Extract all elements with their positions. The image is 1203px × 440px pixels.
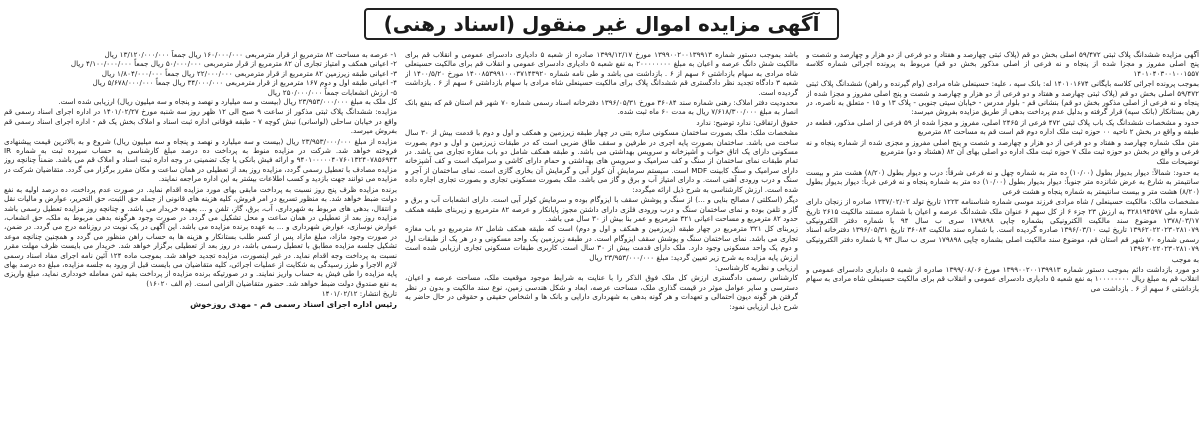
paragraph: مزایده از مبلغ ۲۳/۹۵۳/۰۰۰/۰۰۰ ریال (بیست و سه میلیارد و نهصد و پنجاه و سه میلیون ریال) شروع و به بالاترین قیمت پیشنهادی فروخته خواهد شد. شرکت در مزایده منوط به پرداخت ده درصد مبلغ کارشناسی به حساب سپرده ثبت به شماره IR ۹۴۰۱۰۰۰۰۰۴۰۷۶۰۱۳۲۴۰۷۸۵۶۹۴۳ و ارائه فیش بانکی یا چک تضمینی در وجه اداره ثبت اسناد و املاک قم می باشد. ضمناً چنانچه روز مزایده مصادف با تعطیل رسمی گردد، مزایده روز بعد از تعطیلی در همان ساعت و مکان مقرر برگزار می گردد. متقاضیان شرکت در مزایده می توانند جهت بازدید و کسب اطلاعات بیشتر به این اداره مراجعه نمایند.: [4, 136, 397, 184]
paragraph: زیربنای کل ۳۲۱ مترمربع در چهار طبقه (زیرزمین و همکف و اول و دوم) است که طبقه همکف شامل ۸۲ مترمربع دو باب مغازه تجاری می باشد. نمای ساختمان سنگ و پوشش سقف ایزوگام است. در طبقه زیرزمین یک واحد مسکونی و در هر یک از طبقات اول و دوم یک واحد مسکونی وجود دارد. ملک دارای قدمت بیش از ۳۰ سال است. کاربری طبقات مسکونی تجاری ارزیابی شده است ارزش پایه مزایده به شرح زیر تعیین گردید: مبلغ ۲۳/۹۵۳/۰۰۰/۰۰۰ ریال: [405, 224, 798, 262]
publish-date: تاریخ انتشار: ۱۴۰۱/۰۲/۱۲: [321, 289, 397, 299]
paragraph: مشخصات مالک: مالکیت حسینعلی / شاه مرادی فرزند موسی شماره شناسنامه ۱۲۲۳ تاریخ تولد ۱۳۳۷/۰۲/۰۲ صادره از زنجان دارای شماره ملی ۴۲۸۱۹۴۵۹۷ به ارزش ۲۳ جزء ۶ از کل سهم ۶ عنوان ملک ششدانگ عرصه و اعیان با شماره مستند مالکیت ۲۶۱۵ تاریخ ۱۳۷۸/۰۳/۱۷ موضوع سند مالکیت الکترونیکی بشماره چاپی ۱۷۹۸۹۸ سری ب سال ۹۴ با شماره دفتر الکترونیکی ۱۳۹۶۲۰۲۲۰۲۳۰۲۸۱۰۷۹ تاریخ ثبت ۱۳۹۶/۰۳/۱۰ صادره گردیده است. با شماره سند مالکیت ۳۶۰۸۴ تاریخ ۱۳۹۶/۰۵/۳۱ دفترخانه اسناد رسمی شماره ۷۰ شهر قم استان قم، موضوع سند مالکیت اصلی بشماره چاپی ۱۷۹۸۹۸ سری ب سال ۹۴ با شماره دفتر الکترونیکی ۱۳۹۶۲۰۲۲۰۲۳۰۲۸۱۰۷۹: [806, 197, 1199, 254]
paragraph: دو مورد بازداشت دائم بموجب دستور شماره ۱۳۹۹۰۰۲۰۰۱۳۹۹۱۳ مورخ ۱۳۹۹/۰۸/۰۶ صادره از شعبه ۵ دادیاری دادسرای عمومی و انقلاب قم به مبلغ ریال ۱۰۰۰۰۰۰۰۰ به نفع شعبه ۵ دادیاری دادسرای عمومی و انقلاب قم برای مالکیت حسینعلی شاه مرادی به سهام بازداشتی ۶ سهم از ۶ . بازداشت می: [806, 264, 1199, 293]
valuation-item: ۴- اعیانی طبقه اول و دوم ۱۶۷ مترمربع از قرار مترمربعی ۳۴/۰۰۰/۰۰۰ ریال جمعاً ۵/۶۷۸/۰۰۰/۰۰۰ ریال: [92, 78, 397, 88]
paragraph: توضیحات ملک: [1156, 157, 1199, 167]
paragraph: مزایده: ششدانگ پلاک ثبتی مذکور از ساعت ۹ صبح الی ۱۲ ظهر روز سه شنبه مورخ ۱۴۰۱/۰۲/۲۷ در اداره اجرای اسناد رسمی قم واقع در خیابان ساحلی (لواسانی) نبش کوچه ۷ - طبقه فوقانی اداره ثبت اسناد و املاک بخش یک قم - اداره اجرای اسناد رسمی قم بفروش میرسد.: [4, 107, 397, 136]
title-bar: [0, 6, 1203, 42]
paragraph: بموجب پرونده اجرائی کلاسه بایگانی ۱۴۰۱۰۱۶۷۴ له: بانک سپه ، علیه: حسینعلی شاه مرادی (وام گیرنده و راهن) ششدانگ پلاک ثبتی ۵۹/۴۷۲ اصلی بخش دو قم (پلاک ثبتی چهارصد و هفتاد و دو فرعی از دو هزار و چهارصد و شصت و پنج اصلی مفروز و مجزا شده از پنجاه و نه فرعی از اصلی مذکور بخش دو قم) بنشانی قم - بلوار مدرس - خیابان سیتی جنوبی - پلاک ۱۳ و ۱۵ - متعلق به ناصره، در رهن بستانکار (بانک سپه) قرار گرفته و بدلیل عدم پرداخت بدهی از طریق مزایده بفروش میرسد:: [806, 79, 1199, 117]
paragraph: به موجب: [1171, 254, 1199, 264]
column-right: [806, 50, 1199, 436]
valuation-item: ۱- عرصه به مساحت ۸۲ مترمربع از قرار مترمربعی ۱۶۰/۰۰۰/۰۰۰ ریال جمعاً ۱۳/۱۲۰/۰۰۰/۰۰۰ ریال: [104, 50, 397, 59]
paragraph: باشد بموجب دستور شماره ۱۳۹۹۰۰۲۰۰۱۳۹۹۱۳ مورخ ۱۳۹۹/۱۲/۱۷ صادره از شعبه ۵ دادیاری دادسرای عمومی و انقلاب قم برای مالکیت شش دانگ عرصه و اعیان به مبلغ ۲۰۰۰۰۰۰۰۰ به نفع شعبه ۵ دادیاری دادسرای عمومی و انقلاب قم برای مالکیت حسینعلی شاه مرادی به سهام بازداشتی ۶ سهم از ۶ . بازداشت می باشد و طی نامه شماره ۱۴۰۰۸۵۳۹۹۱۰۰۰۳۷۱۴۳۹۲۰ مورخ ۱۴۰۰/۵/۲۰ از شعبه ۳ دادگاه تجدید نظر دادگستری قم ششدانگ پلاک برای مالکیت حسینعلی شاه مرادی با سهام بازداشتی ۶ سهم از ۶ . بازداشت گردیده است.: [405, 50, 798, 97]
paragraph: حقوق ارتفاقی: ندارد توضیح: ندارد: [696, 117, 798, 127]
signature: رئیس اداره اجرای اسناد رسمی قم - مهدی روزخوش: [190, 299, 397, 309]
paragraph: آگهی مزایده ششدانگ پلاک ثبتی ۵۹/۴۷۲ اصلی بخش دو قم (پلاک ثبتی چهارصد و هفتاد و دو فرعی از دو هزار و چهارصد و شصت و پنج اصلی مفروز و مجزا شده از پنجاه و نه فرعی از اصلی مذکور بخش دو قم) مربوط به پرونده اجرائی شماره کلاسه ۱۴۰۱۰۴۰۳۰۰۱۰۰۱۵۵۷: [806, 50, 1199, 78]
paragraph: کارشناس رسمی دادگستری ارزش کل ملک فوق الذکر را با عنایت به شرایط موجود موقعیت ملک، مساحت عرصه و اعیان، دسترسی و سایر عوامل موثر در قیمت گذاری ملک، مساحت عرصه، ابعاد و شکل هندسی زمین، نوع سند مالکیت و بدون در نظر گرفتن هر گونه دیون احتمالی و تعهدات و هر گونه بدهی به شهرداری دارایی و بانک ها و اشخاص حقیقی و حقوقی در حال حاضر به شرح ذیل ارزیابی نمود:: [405, 273, 798, 311]
paragraph: حدود و مشخصات ششدانگ یک باب پلاک ثبتی ۴۷۲ فرعی از ۲۴۶۵ اصلی، مفروز و مجزا شده از ۵۹ فرعی از اصلی مذکور، قطعه در طبقه و واقع در بخش ۲ ناحیه ۰۰ حوزه ثبت ملک اداره دوم قم است قم به مساحت ۸۲ مترمربع: [806, 117, 1199, 137]
paragraph: ارزیابی و نظریه کارشناسی:: [714, 262, 798, 272]
paragraph: مشخصات ملک: ملک بصورت ساختمان مسکونی سازه بتنی در چهار طبقه زیرزمین و همکف و اول و دوم با قدمت بیش از ۳۰ سال ساخت می باشد. ساختمان بصورت پایه اجری در طرفین و سقف طاق ضربی است که در طبقات زیرزمین و اول و دوم بصورت مسکونی دارای یک اتاق خواب و آشپزخانه و سرویس بهداشتی می باشد. و طبقه همکف شامل دو باب مغازه تجاری می باشد. در تمام طبقات نمای ساختمان از سنگ و کف سرامیک و سرویس های بهداشتی و حمام دارای کاشی و سرامیک است و کف آشپزخانه دارای سرامیک و سنگ کابینت MDF است. سیستم سرمایش آن کولر آبی و گرمایش آن بخاری گازی است. نمای ساختمان از آجر و سنگ و درب ورودی آهنی است. و دارای امتیاز آب و برق و گاز می باشد. ملک بصورت مسکونی تجاری و بصورت تجاری اجاره داده شده است. ارزش کارشناسی به شرح ذیل ارائه میگردد:: [405, 128, 798, 194]
text-columns: [4, 50, 1199, 436]
paragraph: دیگر (اسکلتی / مصالح بنایی و ...) از سنگ و پوشش سقف با ایزوگام بوده و سرمایش کولر آبی است. دارای انشعابات آب و برق و گاز و تلفن بوده و نمای ساختمان سنگ و درب ورودی فلزی دارای داشتن مجوز پایانکار و عرصه ۸۲ مترمربع و زیربنای طبقه همکف حدود ۸۲ مترمربع و مساحت اعیانی ۳۲۱ مترمربع و عمر بنا بیش از ۳۰ سال می باشد.: [405, 195, 798, 223]
column-left: [4, 50, 397, 436]
column-middle: [405, 50, 798, 436]
paragraph: برنده مزایده ظرف پنج روز نسبت به پرداخت مابقی بهای مورد مزایده اقدام نماید. در صورت عدم پرداخت، ده درصد اولیه به نفع دولت ضبط خواهد شد. به منظور تسریع در امر فروش، کلیه هزینه های قانونی از جمله حق الثبت، حق التحریر، عوارض و مالیات نقل و انتقال، بدهی های مربوط به شهرداری، آب، برق، گاز، تلفن و ... بعهده خریدار می باشد. و چنانچه روز مزایده تعطیل رسمی باشد مزایده روز بعد از تعطیلی در همان ساعت و محل تشکیل می گردد. در صورت وجود هرگونه بدهی مربوط به ملک، حق انشعاب، عوارض نوسازی، عوارض شهرداری و ... به عهده برنده مزایده می باشد. این آگهی در یک نوبت در روزنامه درج می گردد. در ضمن، در صورت وجود مازاد، مبلغ مازاد پس از کسر طلب بستانکار و هزینه ها به حساب راهن منظور می گردد و همچنین چنانچه موعد تشکیل جلسه مزایده مطابق با تعطیل رسمی باشد، در روز بعد از تعطیلی برگزار خواهد شد. خریدار می بایست ظرف مهلت مقرر نسبت به پرداخت وجه اقدام نماید. در غیر اینصورت، مزایده تجدید خواهد شد. بموجب ماده ۱۲۴ آئین نامه اجرای مفاد اسناد رسمی لازم الاجرا و طرز رسیدگی به شکایت از عملیات اجرائی، کلیه متقاضیان می بایست قبل از ورود به جلسه مزایده، مبلغ ده درصد بهای پایه مزایده را طی فیش به حساب واریز نمایند. و در صورتیکه برنده مزایده از پرداخت بقیه ثمن معامله خودداری نماید، مبلغ واریزی به نفع صندوق دولت ضبط خواهد شد. حضور متقاضیان الزامی است. (م الف ۱۶۰۲۰): [4, 184, 397, 288]
paragraph: به حدود: شمالاً: دیوار بدیوار بطول (۱۰/۰۰) ده متر به شماره چهل و نه فرعی شرقاً: درب و دیوار بطول (۸/۲۰) هشت متر و بیست سانتیمتر به شارع به عرض شانزده متر جنوباً: دیوار بدیوار بطول (۱۰/۰۰) ده متر به شماره پنجاه و نه فرعی غرباً: دیوار بدیوار بطول (۸/۲۰) هشت متر و بیست سانتیمتر به شماره پنجاه و هشت فرعی: [806, 167, 1199, 196]
paragraph: محدودیت دفتر املاک: رهنی شماره سند ۳۶۰۸۴ مورخ ۱۳۹۶/۰۵/۳۱ دفترخانه اسناد رسمی شماره ۷۰ شهر قم استان قم که بنفع بانک انصار به مبلغ ۷/۶۱۸/۳۰۰/۰۰۰ ریال به مدت ۶۰ ماه ثبت شده.: [405, 98, 798, 117]
valuation-item: ۳- اعیانی طبقه زیرزمین ۸۲ مترمربع از قرار مترمربعی ۲۲/۰۰۰/۰۰۰ ریال جمعاً ۱/۸۰۴/۰۰۰/۰۰۰ ریال: [101, 68, 397, 78]
valuation-item: ۲- اعیانی همکف و امتیاز تجاری آن ۸۲ مترمربع از قرار مترمربعی ۵۰/۰۰۰/۰۰۰ ریال جمعاً ۴/۱۰۰/۰۰۰/۰۰۰ ریال: [70, 59, 397, 69]
ad-title: آگهی مزایده اموال غیر منقول (اسناد رهنی): [364, 8, 840, 40]
paragraph: کل ملک به مبلغ ۲۳/۹۵۳/۰۰۰/۰۰۰ ریال (بیست و سه میلیارد و نهصد و پنجاه و سه میلیون ریال) ارزیابی شده است.: [58, 97, 397, 107]
valuation-item: ۵- ارزش انشعابات جمعاً ۲۵۰/۰۰۰/۰۰۰ ریال: [267, 87, 397, 97]
paragraph: متن ملک شماره چهارصد و هفتاد و دو فرعی از دو هزار و چهارصد و شصت و پنج اصلی مفروز و مجزی شده از شماره پنجاه و نه فرعی و واقع در بخش دو حوزه ثبت ملک ۷ حوزه ثبت ملک اداره دو اصلی بهای آن ۸۲ (هشتاد و دو) مترمربع: [806, 137, 1199, 157]
